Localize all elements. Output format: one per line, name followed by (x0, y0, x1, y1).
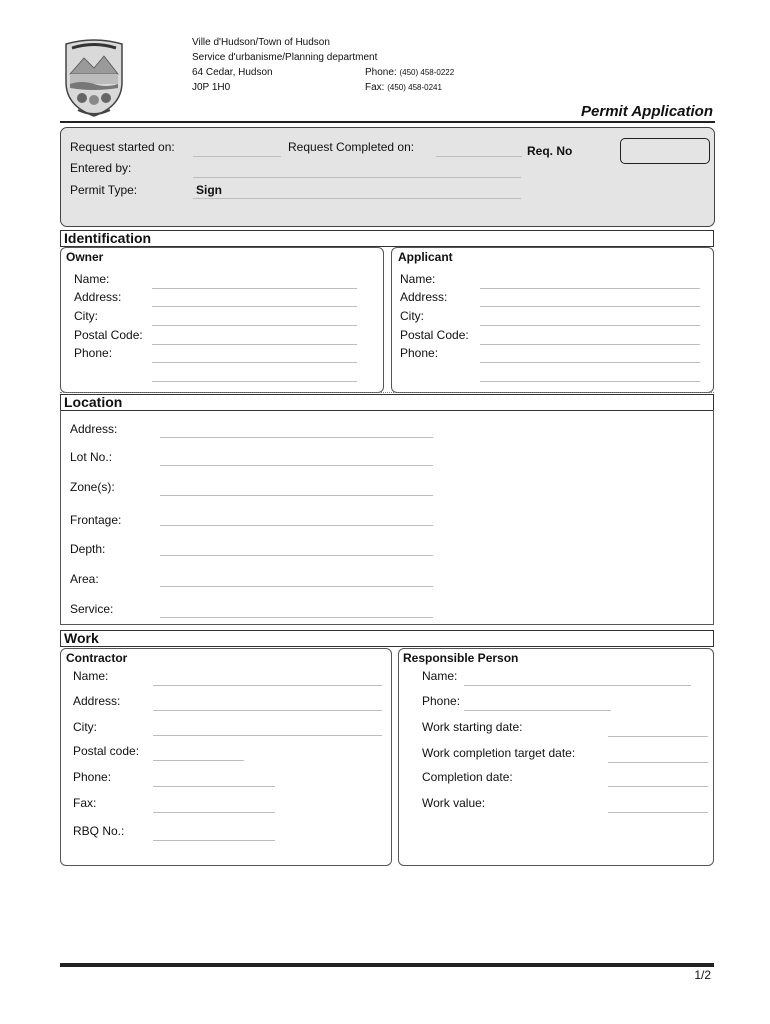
work-value-field[interactable] (608, 812, 708, 813)
owner-postal-label: Postal Code: (74, 328, 143, 342)
town-address: 64 Cedar, Hudson (192, 67, 273, 78)
owner-name-field[interactable] (152, 288, 357, 289)
identification-title: Identification (64, 230, 152, 246)
contractor-postal-label: Postal code: (73, 744, 140, 758)
applicant-postal-label: Postal Code: (400, 328, 469, 342)
footer-rule (60, 963, 714, 967)
applicant-city-label: City: (400, 309, 424, 323)
responsible-phone-field[interactable] (464, 710, 611, 711)
town-name: Ville d'Hudson/Town of Hudson (192, 37, 330, 48)
town-crest-icon (58, 36, 130, 118)
location-depth-label: Depth: (70, 542, 106, 556)
completion-date-label: Completion date: (422, 770, 513, 784)
owner-phone-label: Phone: (74, 346, 113, 360)
town-crest-logo (58, 36, 130, 118)
owner-city-field[interactable] (152, 325, 357, 326)
owner-postal-field[interactable] (152, 344, 357, 345)
permit-type-field[interactable] (193, 198, 521, 199)
contractor-phone-label: Phone: (73, 770, 112, 784)
applicant-name-field[interactable] (480, 288, 700, 289)
request-completed-field[interactable] (436, 156, 522, 157)
contractor-address-label: Address: (73, 694, 121, 708)
owner-address-field[interactable] (152, 306, 357, 307)
page-number: 1/2 (694, 968, 711, 982)
department-name: Service d'urbanisme/Planning department (192, 52, 378, 63)
town-postal-code: J0P 1H0 (192, 82, 231, 93)
owner-name-label: Name: (74, 272, 110, 286)
req-no-label: Req. No (527, 144, 573, 158)
entered-by-label: Entered by: (70, 161, 132, 175)
owner-panel (60, 247, 384, 393)
contractor-name-field[interactable] (153, 685, 382, 686)
location-panel (60, 410, 714, 625)
location-zones-field[interactable] (160, 495, 433, 496)
phone-value: (450) 458-0222 (399, 68, 455, 77)
identification-section-header (60, 230, 714, 247)
request-started-label: Request started on: (70, 140, 175, 154)
responsible-title: Responsible Person (403, 651, 519, 665)
contractor-rbq-label: RBQ No.: (73, 824, 125, 838)
contractor-name-label: Name: (73, 669, 109, 683)
applicant-postal-field[interactable] (480, 344, 700, 345)
work-value-label: Work value: (422, 796, 486, 810)
location-section-header (60, 394, 714, 411)
applicant-address-field[interactable] (480, 306, 700, 307)
applicant-address-label: Address: (400, 290, 448, 304)
request-started-field[interactable] (193, 156, 281, 157)
applicant-name-label: Name: (400, 272, 436, 286)
contractor-title: Contractor (66, 651, 128, 665)
location-address-field[interactable] (160, 437, 433, 438)
owner-phone-field[interactable] (152, 362, 357, 363)
town-fax (365, 82, 442, 94)
applicant-extra-field[interactable] (480, 381, 700, 382)
contractor-city-label: City: (73, 720, 97, 734)
location-frontage-label: Frontage: (70, 513, 122, 527)
applicant-title: Applicant (398, 250, 453, 264)
req-no-field[interactable] (620, 138, 710, 164)
contractor-rbq-field[interactable] (153, 840, 275, 841)
contractor-phone-field[interactable] (153, 786, 275, 787)
work-target-label: Work completion target date: (422, 746, 576, 760)
contractor-fax-field[interactable] (153, 812, 275, 813)
work-start-field[interactable] (608, 736, 708, 737)
permit-type-value[interactable]: Sign (196, 183, 222, 197)
location-area-field[interactable] (160, 586, 433, 587)
location-area-label: Area: (70, 572, 99, 586)
location-title: Location (64, 394, 123, 410)
permit-type-label: Permit Type: (70, 183, 138, 197)
contractor-city-field[interactable] (153, 735, 382, 736)
completion-date-field[interactable] (608, 786, 708, 787)
work-start-label: Work starting date: (422, 720, 523, 734)
owner-extra-field[interactable] (152, 381, 357, 382)
applicant-city-field[interactable] (480, 325, 700, 326)
contractor-postal-field[interactable] (153, 760, 244, 761)
request-completed-label: Request Completed on: (288, 140, 415, 154)
entered-by-field[interactable] (193, 177, 521, 178)
location-service-label: Service: (70, 602, 114, 616)
work-section-header (60, 630, 714, 647)
work-target-field[interactable] (608, 762, 708, 763)
location-frontage-field[interactable] (160, 525, 433, 526)
applicant-panel (391, 247, 714, 393)
owner-address-label: Address: (74, 290, 122, 304)
phone-label: Phone: (365, 67, 397, 78)
contractor-address-field[interactable] (153, 710, 382, 711)
responsible-name-label: Name: (422, 669, 458, 683)
contractor-fax-label: Fax: (73, 796, 97, 810)
fax-label: Fax: (365, 82, 385, 93)
responsible-phone-label: Phone: (422, 694, 461, 708)
owner-title: Owner (66, 250, 104, 264)
location-depth-field[interactable] (160, 555, 433, 556)
location-service-field[interactable] (160, 617, 433, 618)
owner-city-label: City: (74, 309, 98, 323)
fax-value: (450) 458-0241 (387, 83, 442, 92)
town-phone (365, 67, 454, 79)
location-address-label: Address: (70, 422, 118, 436)
section-divider (60, 392, 714, 393)
location-zones-label: Zone(s): (70, 480, 115, 494)
work-title: Work (64, 630, 99, 646)
applicant-phone-field[interactable] (480, 362, 700, 363)
responsible-name-field[interactable] (464, 685, 691, 686)
applicant-phone-label: Phone: (400, 346, 439, 360)
location-lot-label: Lot No.: (70, 450, 113, 464)
form-title: Permit Application (581, 103, 713, 120)
title-rule (60, 121, 715, 123)
location-lot-field[interactable] (160, 465, 433, 466)
